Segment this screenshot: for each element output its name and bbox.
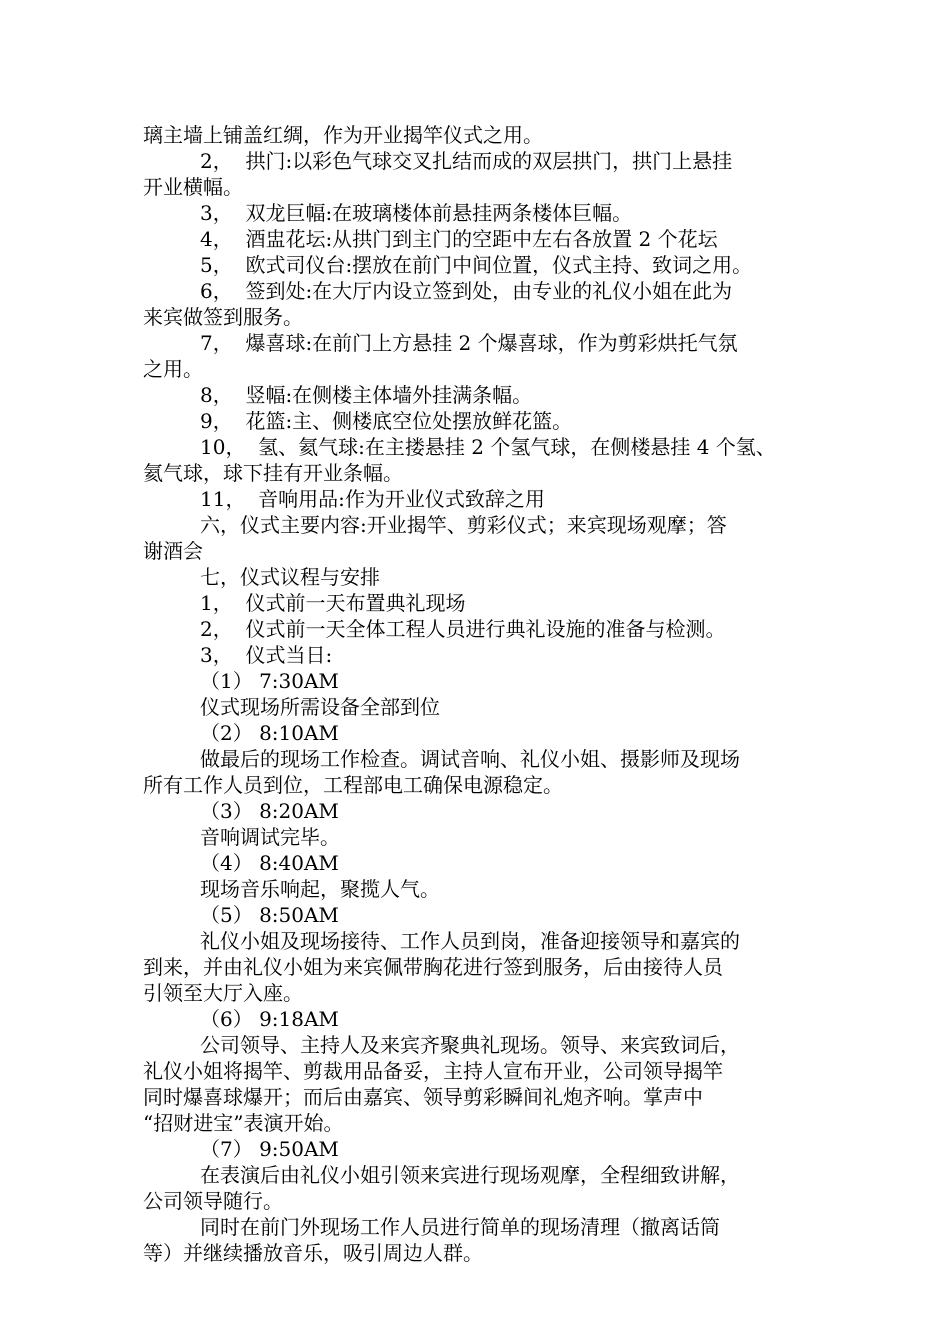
text-line: 在表演后由礼仪小姐引领来宾进行现场观摩，全程细致讲解， — [200, 1163, 740, 1187]
text-line: （6） 9:18AM — [200, 1007, 339, 1031]
text-line: （7） 9:50AM — [200, 1137, 339, 1161]
text-line: 10， 氢、氦气球:在主搂悬挂 2 个氢气球，在侧楼悬挂 4 个氢、 — [200, 435, 776, 459]
text-line: 6， 签到处:在大厅内设立签到处，由专业的礼仪小姐在此为 — [200, 279, 733, 303]
text-line: （5） 8:50AM — [200, 903, 339, 927]
text-line: 公司领导、主持人及来宾齐聚典礼现场。领导、来宾致词后， — [200, 1033, 740, 1057]
text-line: 所有工作人员到位，工程部电工确保电源稳定。 — [143, 773, 563, 797]
text-line: 璃主墙上铺盖红绸，作为开业揭竿仪式之用。 — [143, 123, 543, 147]
text-line: 11， 音响用品:作为开业仪式致辞之用 — [200, 487, 545, 511]
text-line: 2， 拱门:以彩色气球交叉扎结而成的双层拱门，拱门上悬挂 — [200, 149, 733, 173]
text-line: 4， 酒盅花坛:从拱门到主门的空距中左右各放置 2 个花坛 — [200, 227, 718, 251]
text-line: 七，仪式议程与安排 — [200, 565, 380, 589]
text-line: 公司领导随行。 — [143, 1189, 283, 1213]
text-line: 9， 花篮:主、侧楼底空位处摆放鲜花篮。 — [200, 409, 573, 433]
text-line: 音响调试完毕。 — [200, 825, 340, 849]
text-line: 六，仪式主要内容:开业揭竿、剪彩仪式；来宾现场观摩；答 — [200, 513, 727, 537]
text-line: 3， 双龙巨幅:在玻璃楼体前悬挂两条楼体巨幅。 — [200, 201, 633, 225]
text-line: 1， 仪式前一天布置典礼现场 — [200, 591, 466, 615]
text-line: “招财进宝”表演开始。 — [143, 1111, 344, 1135]
text-line: 2， 仪式前一天全体工程人员进行典礼设施的准备与检测。 — [200, 617, 726, 641]
text-line: （4） 8:40AM — [200, 851, 339, 875]
text-line: 礼仪小姐将揭竿、剪裁用品备妥，主持人宣布开业，公司领导揭竿 — [143, 1059, 723, 1083]
text-line: 5， 欧式司仪台:摆放在前门中间位置，仪式主持、致词之用。 — [200, 253, 753, 277]
text-line: 礼仪小姐及现场接待、工作人员到岗，准备迎接领导和嘉宾的 — [200, 929, 740, 953]
text-line: （3） 8:20AM — [200, 799, 339, 823]
text-line: 谢酒会 — [143, 539, 203, 563]
text-line: 做最后的现场工作检查。调试音响、礼仪小姐、摄影师及现场 — [200, 747, 740, 771]
text-line: 仪式现场所需设备全部到位 — [200, 695, 440, 719]
text-line: 8， 竖幅:在侧楼主体墙外挂满条幅。 — [200, 383, 533, 407]
text-line: 氦气球，球下挂有开业条幅。 — [143, 461, 403, 485]
text-line: 引领至大厅入座。 — [143, 981, 303, 1005]
text-line: 同时在前门外现场工作人员进行简单的现场清理（撤离话筒 — [200, 1215, 720, 1239]
text-line: 之用。 — [143, 357, 203, 381]
text-line: 到来，并由礼仪小姐为来宾佩带胸花进行签到服务，后由接待人员 — [143, 955, 723, 979]
text-line: 同时爆喜球爆开；而后由嘉宾、领导剪彩瞬间礼炮齐响。掌声中 — [143, 1085, 703, 1109]
text-line: 3， 仪式当日: — [200, 643, 333, 667]
text-line: 等）并继续播放音乐，吸引周边人群。 — [143, 1241, 483, 1265]
text-line: 来宾做签到服务。 — [143, 305, 303, 329]
document-body — [143, 122, 813, 1266]
text-line: （2） 8:10AM — [200, 721, 339, 745]
text-line: 7， 爆喜球:在前门上方悬挂 2 个爆喜球，作为剪彩烘托气氛 — [200, 331, 738, 355]
text-line: 开业横幅。 — [143, 175, 243, 199]
text-line: （1） 7:30AM — [200, 669, 339, 693]
text-line: 现场音乐响起，聚揽人气。 — [200, 877, 440, 901]
